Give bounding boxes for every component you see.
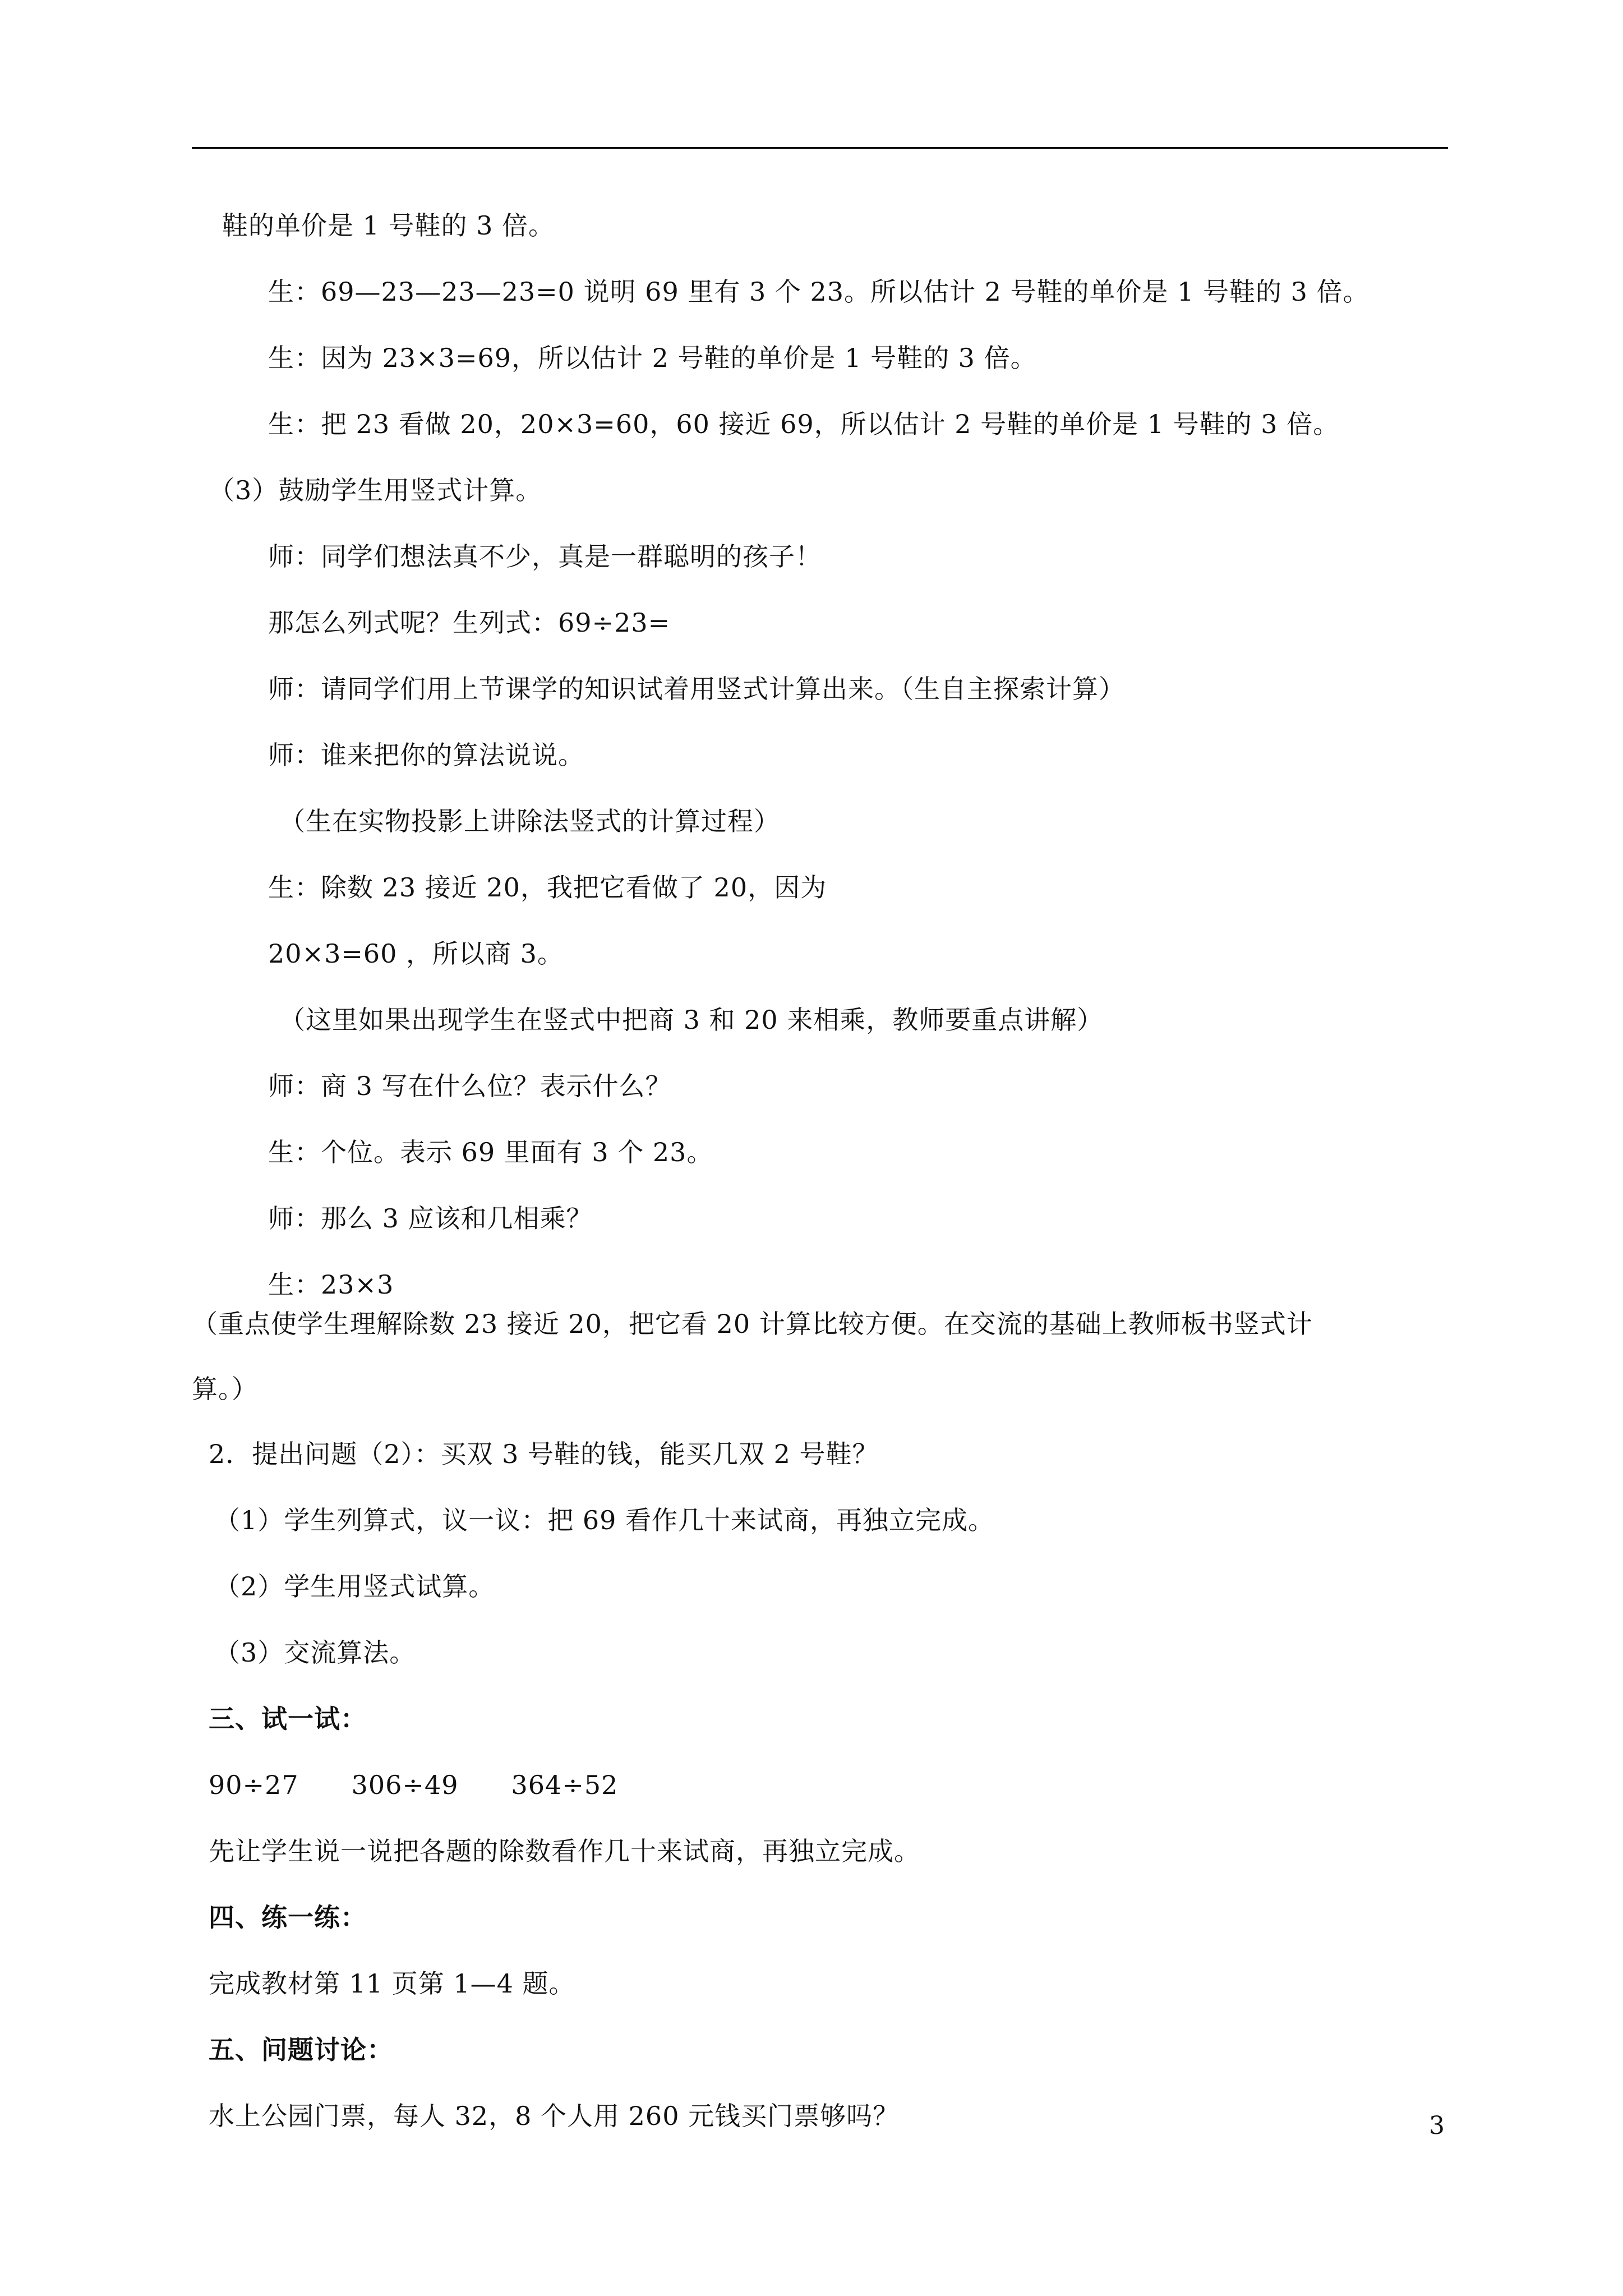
text-line: 生：个位。表示 69 里面有 3 个 23。 [268,1137,713,1167]
text-line: 算。） [192,1374,258,1404]
text-line: （生在实物投影上讲除法竖式的计算过程） [279,806,780,836]
text-line: 生：因为 23×3=69，所以估计 2 号鞋的单价是 1 号鞋的 3 倍。 [268,343,1037,373]
section-heading: 三、试一试： [209,1704,367,1734]
text-line: 2．提出问题（2）：买双 3 号鞋的钱，能买几双 2 号鞋？ [209,1439,879,1469]
text-line: （2）学生用竖式试算。 [214,1571,495,1602]
text-line: 20×3=60 ，所以商 3。 [268,938,564,969]
text-line: 90÷27 306÷49 364÷52 [209,1770,619,1800]
section-heading: 五、问题讨论： [209,2035,393,2065]
text-line: 完成教材第 11 页第 1—4 题。 [209,1968,575,1999]
text-line: （3）鼓励学生用竖式计算。 [209,475,542,505]
text-line: 师：同学们想法真不少，真是一群聪明的孩子！ [268,541,822,572]
text-line: （这里如果出现学生在竖式中把商 3 和 20 来相乘，教师要重点讲解） [279,1005,1104,1035]
text-line: （3）交流算法。 [214,1637,416,1668]
text-line: 生：23×3 [268,1269,394,1300]
text-line: 师：谁来把你的算法说说。 [268,740,584,770]
text-line: （重点使学生理解除数 23 接近 20，把它看 20 计算比较方便。在交流的基础上教师板书竖式计 [192,1309,1313,1339]
page-number: 3 [1429,2111,1445,2140]
text-line: 生：把 23 看做 20，20×3=60，60 接近 69，所以估计 2 号鞋的单价是 1 号鞋的 3 倍。 [268,409,1340,439]
header-rule [192,147,1448,149]
text-line: 生：69—23—23—23=0 说明 69 里有 3 个 23。所以估计 2 号鞋的单价是 1 号鞋的 3 倍。 [268,277,1370,307]
text-line: 师：商 3 写在什么位？表示什么？ [268,1071,672,1101]
text-line: 水上公园门票，每人 32，8 个人用 260 元钱买门票够吗？ [209,2101,900,2131]
text-line: 师：那么 3 应该和几相乘？ [268,1203,593,1234]
text-line: （1）学生列算式，议一议：把 69 看作几十来试商，再独立完成。 [214,1505,995,1535]
text-line: 那怎么列式呢？生列式：69÷23= [268,608,671,638]
text-line: 生：除数 23 接近 20，我把它看做了 20，因为 [268,872,827,903]
text-line: 鞋的单价是 1 号鞋的 3 倍。 [222,210,555,241]
section-heading: 四、练一练： [209,1902,367,1932]
text-line: 师：请同学们用上节课学的知识试着用竖式计算出来。（生自主探索计算） [268,674,1125,704]
text-line: 先让学生说一说把各题的除数看作几十来试商，再独立完成。 [209,1836,920,1866]
